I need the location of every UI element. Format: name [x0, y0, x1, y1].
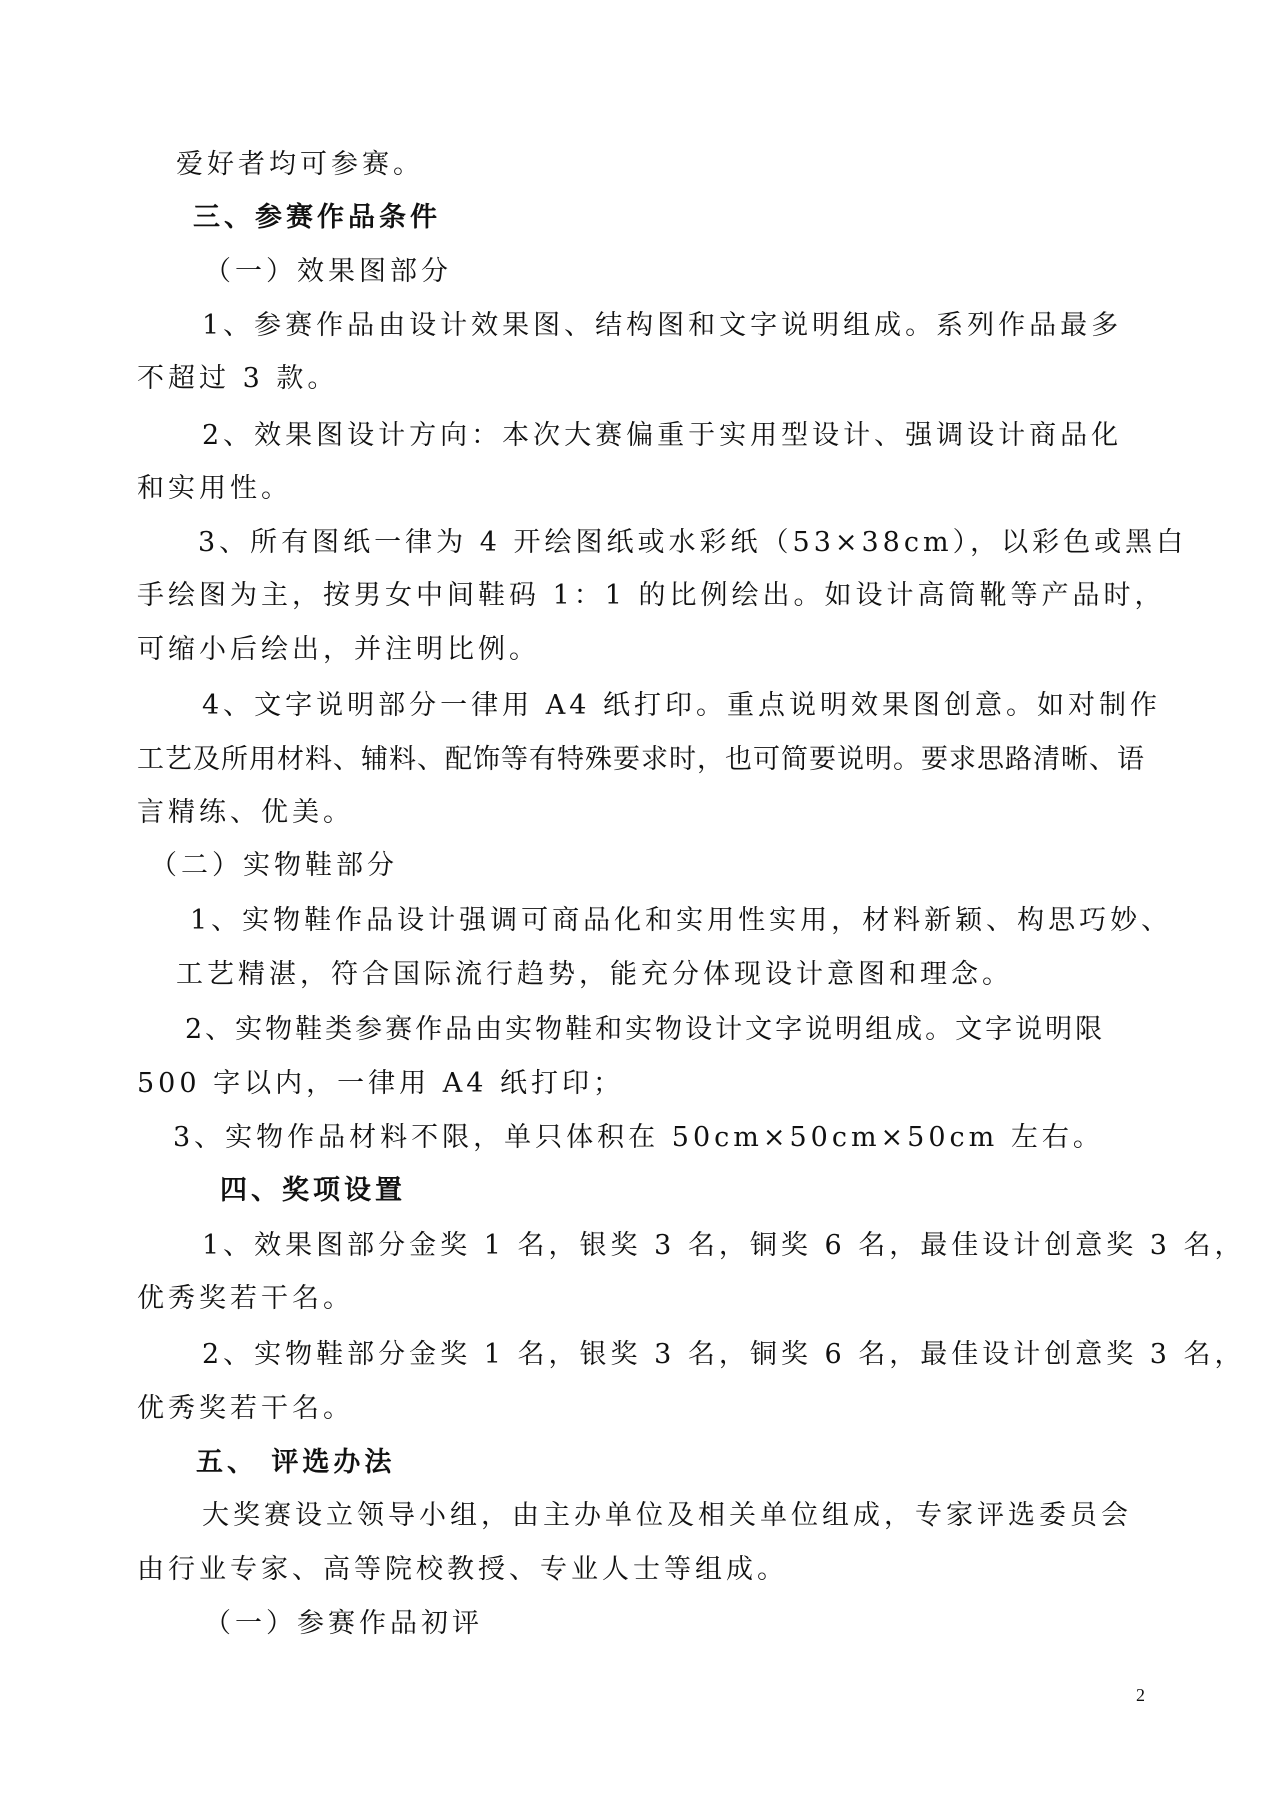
body-text-line: 手绘图为主，按男女中间鞋码 1：1 的比例绘出。如设计高筒靴等产品时，	[137, 580, 1166, 611]
subsection-heading: （一）参赛作品初评	[204, 1608, 483, 1639]
body-text-line: 优秀奖若干名。	[137, 1283, 354, 1314]
body-text-line: 2、实物鞋部分金奖 1 名，银奖 3 名，铜奖 6 名，最佳设计创意奖 3 名，	[202, 1339, 1246, 1370]
body-text-line: 由行业专家、高等院校教授、专业人士等组成。	[137, 1554, 788, 1585]
section-heading-5: 五、 评选办法	[196, 1447, 396, 1478]
body-text-line: 1、实物鞋作品设计强调可商品化和实用性实用，材料新颖、构思巧妙、	[190, 905, 1173, 936]
body-text-line: 大奖赛设立领导小组，由主办单位及相关单位组成，专家评选委员会	[202, 1500, 1132, 1531]
body-text-line: 可缩小后绘出，并注明比例。	[137, 634, 540, 665]
body-text-line: 3、所有图纸一律为 4 开绘图纸或水彩纸（53×38cm），以彩色或黑白	[198, 527, 1188, 558]
body-text-line: 优秀奖若干名。	[137, 1393, 354, 1424]
subsection-heading: （二）实物鞋部分	[150, 850, 398, 881]
page-number: 2	[1136, 1685, 1145, 1705]
body-text-line: 3、实物作品材料不限，单只体积在 50cm×50cm×50cm 左右。	[173, 1122, 1104, 1153]
body-text-line: 2、效果图设计方向：本次大赛偏重于实用型设计、强调设计商品化	[202, 420, 1123, 451]
subsection-heading: （一）效果图部分	[204, 256, 452, 287]
body-text-line: 和实用性。	[137, 473, 292, 504]
section-heading-3: 三、参赛作品条件	[193, 202, 441, 233]
body-text-line: 工艺精湛，符合国际流行趋势，能充分体现设计意图和理念。	[176, 959, 1013, 990]
body-text-line: 1、效果图部分金奖 1 名，银奖 3 名，铜奖 6 名，最佳设计创意奖 3 名，	[202, 1230, 1246, 1261]
body-text-line: 言精练、优美。	[137, 797, 354, 828]
body-text-line: 500 字以内，一律用 A4 纸打印；	[137, 1068, 624, 1099]
body-text-line: 爱好者均可参赛。	[176, 149, 424, 180]
body-text-line: 4、文字说明部分一律用 A4 纸打印。重点说明效果图创意。如对制作	[202, 690, 1162, 721]
body-text-line: 不超过 3 款。	[137, 363, 339, 394]
section-heading-4: 四、奖项设置	[220, 1175, 406, 1206]
body-text-line: 2、实物鞋类参赛作品由实物鞋和实物设计文字说明组成。文字说明限	[185, 1014, 1106, 1045]
body-text-line: 工艺及所用材料、辅料、配饰等有特殊要求时，也可简要说明。要求思路清晰、语	[137, 744, 1145, 775]
body-text-line: 1、参赛作品由设计效果图、结构图和文字说明组成。系列作品最多	[202, 310, 1123, 341]
